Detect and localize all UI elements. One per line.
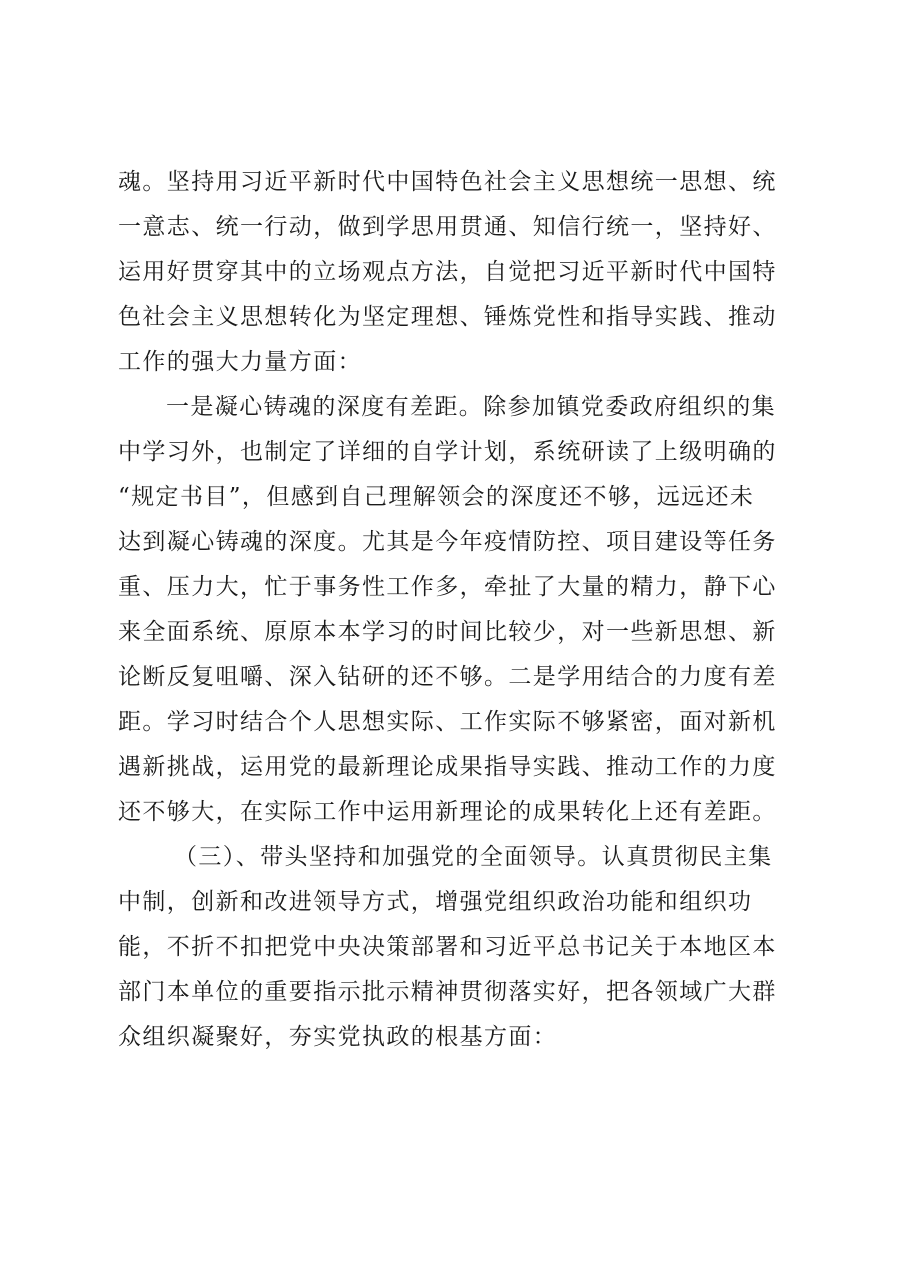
text-line: 工作的强大力量方面： xyxy=(118,349,362,375)
text-line: 部门本单位的重要指示批示精神贯彻落实好，把各领域广大群 xyxy=(118,979,777,1005)
text-line: 来全面系统、原原本本学习的时间比较少，对一些新思想、新 xyxy=(118,619,777,645)
text-line: 中学习外，也制定了详细的自学计划，系统研读了上级明确的 xyxy=(118,439,777,465)
text-line: 距。学习时结合个人思想实际、工作实际不够紧密，面对新机 xyxy=(118,709,777,735)
paragraph-study-gaps xyxy=(118,385,798,835)
text-line: 一是凝心铸魂的深度有差距。除参加镇党委政府组织的集 xyxy=(166,394,776,420)
text-line: 重、压力大，忙于事务性工作多，牵扯了大量的精力，静下心 xyxy=(118,574,777,600)
document-body xyxy=(118,160,798,1060)
paragraph-section-three xyxy=(118,835,798,1060)
section-heading-line: （三）、带头坚持和加强党的全面领导。认真贯彻民主集 xyxy=(174,844,773,870)
text-line: 还不够大，在实际工作中运用新理论的成果转化上还有差距。 xyxy=(118,799,777,825)
text-line: 色社会主义思想转化为坚定理想、锤炼党性和指导实践、推动 xyxy=(118,304,777,330)
text-line: 达到凝心铸魂的深度。尤其是今年疫情防控、项目建设等任务 xyxy=(118,529,777,555)
text-line: 众组织凝聚好，夯实党执政的根基方面： xyxy=(118,1024,558,1050)
text-line: 遇新挑战，运用党的最新理论成果指导实践、推动工作的力度 xyxy=(118,754,777,780)
text-line: 运用好贯穿其中的立场观点方法，自觉把习近平新时代中国特 xyxy=(118,259,777,285)
text-line: 一意志、统一行动，做到学思用贯通、知信行统一，坚持好、 xyxy=(118,214,777,240)
text-line: 论断反复咀嚼、深入钻研的还不够。二是学用结合的力度有差 xyxy=(118,664,777,690)
text-line: 魂。坚持用习近平新时代中国特色社会主义思想统一思想、统 xyxy=(118,169,777,195)
text-line: 能，不折不扣把党中央决策部署和习近平总书记关于本地区本 xyxy=(118,934,777,960)
text-line: “规定书目”，但感到自己理解领会的深度还不够，远远还未 xyxy=(118,484,755,510)
text-line: 中制，创新和改进领导方式，增强党组织政治功能和组织功 xyxy=(118,889,753,915)
paragraph-continuation xyxy=(118,160,798,385)
